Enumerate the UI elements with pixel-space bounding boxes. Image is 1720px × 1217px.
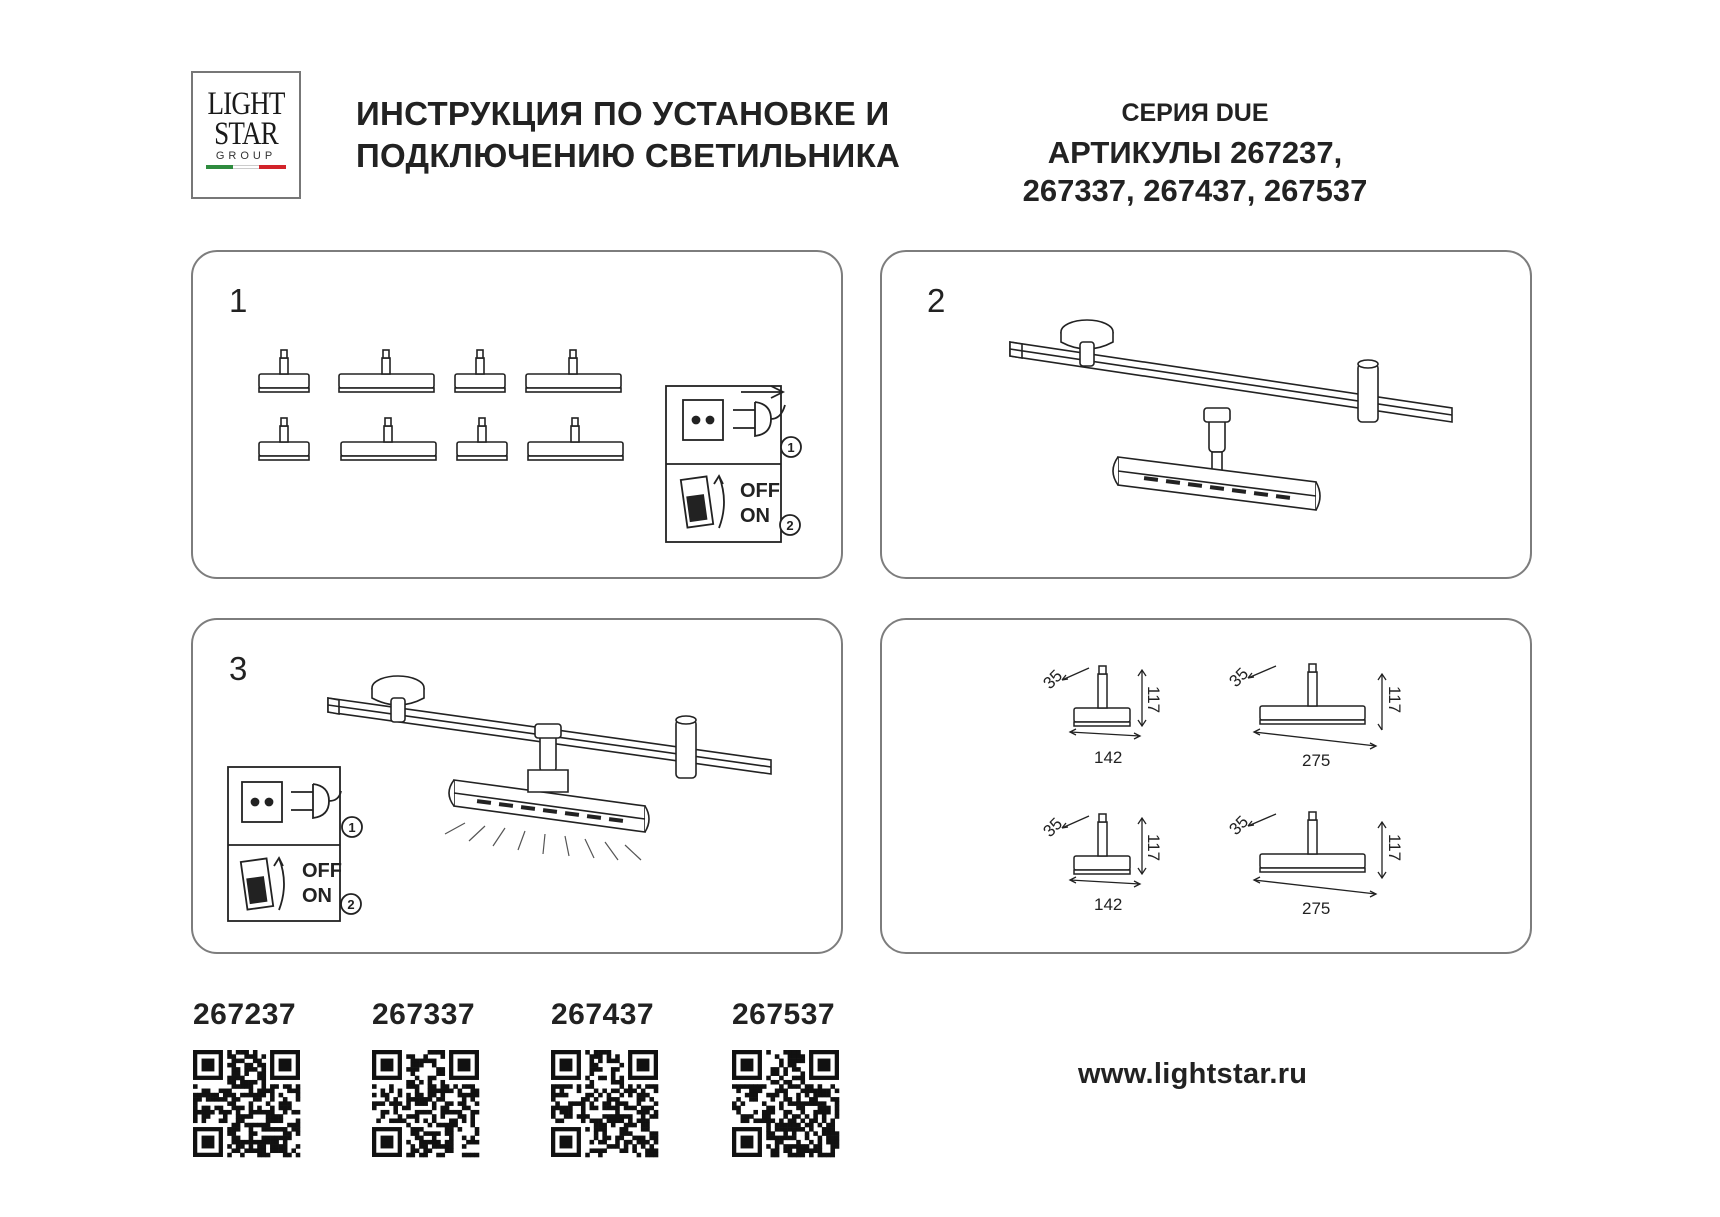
dim-3-depth: 35 (1039, 814, 1067, 841)
step-2-number: 2 (927, 282, 946, 319)
dim-1-depth: 35 (1039, 666, 1067, 693)
qr-code-267237[interactable] (193, 1050, 300, 1157)
series-name: СЕРИЯ DUE (1121, 99, 1269, 127)
articles-line-2: 267337, 267437, 267537 (1022, 173, 1368, 208)
step-3-panel (191, 618, 843, 954)
luminaire-icon-4 (526, 350, 621, 392)
dimension-drawings (882, 620, 1534, 956)
circle-1-label: 1 (348, 820, 356, 835)
instruction-title (356, 93, 900, 177)
power-disconnect-box (228, 767, 362, 921)
article-label-3: 267437 (551, 998, 655, 1031)
dim-2-width: 275 (1302, 751, 1331, 770)
italian-flag-stripe (206, 165, 286, 169)
dimension-item-3 (1039, 814, 1163, 914)
articles-line-1: АРТИКУЛЫ 267237, (1047, 135, 1343, 170)
dim-2-height: 117 (1385, 686, 1404, 714)
on-label: ON (740, 505, 770, 527)
dimensions-panel (880, 618, 1532, 954)
luminaire-icon-2 (339, 350, 434, 392)
dim-4-height: 117 (1385, 834, 1404, 862)
dim-1-height: 117 (1144, 686, 1163, 714)
socket-icon (242, 782, 282, 822)
socket-icon (683, 400, 723, 440)
dimension-item-1 (1039, 666, 1163, 767)
title-line-2: ПОДКЛЮЧЕНИЮ СВЕТИЛЬНИКА (356, 137, 901, 174)
luminaire-icon-5 (259, 418, 309, 460)
dim-2-depth: 35 (1225, 664, 1253, 691)
qr-code-267537[interactable] (732, 1050, 839, 1157)
off-label: OFF (302, 860, 342, 882)
series-block (935, 96, 1455, 210)
track-end-cap (676, 720, 696, 778)
logo-text-star: STAR (214, 116, 278, 152)
dimension-item-2 (1225, 664, 1404, 770)
track-mount-illustration (882, 252, 1534, 581)
dim-4-width: 275 (1302, 899, 1331, 918)
qr-code-267337[interactable] (372, 1050, 479, 1157)
off-label: OFF (740, 480, 780, 502)
luminaire-icon-8 (528, 418, 623, 460)
circle-2-label: 2 (347, 897, 355, 912)
article-label-2: 267337 (372, 998, 476, 1031)
circle-1-label: 1 (787, 440, 795, 455)
dim-3-height: 117 (1144, 834, 1163, 862)
dim-1-width: 142 (1094, 748, 1123, 767)
light-rays (445, 823, 641, 860)
lightstar-logo (191, 71, 301, 199)
luminaire-icon-6 (341, 418, 436, 460)
power-disconnect-box (666, 386, 801, 542)
website-link[interactable]: www.lightstar.ru (1078, 1058, 1308, 1090)
article-label-1: 267237 (193, 998, 297, 1031)
logo-text-light: LIGHT (207, 86, 285, 122)
luminaire-icon-1 (259, 350, 309, 392)
step-1-number: 1 (229, 282, 248, 319)
step-1-panel (191, 250, 843, 579)
dim-4-depth: 35 (1225, 812, 1253, 839)
article-label-4: 267537 (732, 998, 836, 1031)
qr-code-267437[interactable] (551, 1050, 658, 1157)
dimension-item-4 (1225, 812, 1404, 918)
on-label: ON (302, 885, 332, 907)
luminaire-icon-7 (457, 418, 507, 460)
installed-luminaire-illustration (193, 620, 845, 956)
title-line-1: ИНСТРУКЦИЯ ПО УСТАНОВКЕ И (356, 95, 890, 132)
circle-2-label: 2 (786, 518, 794, 533)
dim-3-width: 142 (1094, 895, 1123, 914)
step-3-number: 3 (229, 650, 248, 687)
logo-text-group: GROUP (215, 150, 277, 162)
step-2-panel (880, 250, 1532, 579)
luminaire-icon-3 (455, 350, 505, 392)
luminaire-set-illustration (193, 252, 845, 581)
track-end-cap (1358, 364, 1378, 422)
